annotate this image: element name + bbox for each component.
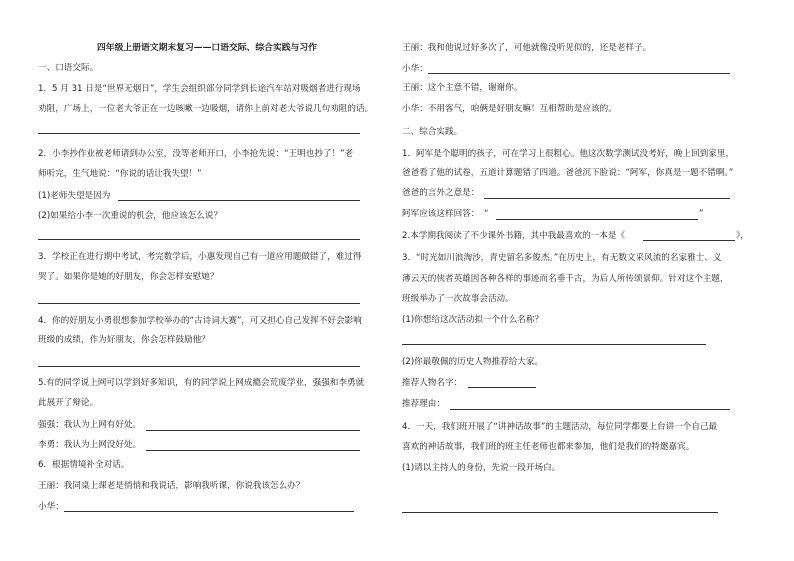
q1-answer-line[interactable]	[38, 133, 360, 134]
q4-answer-line[interactable]	[38, 366, 360, 367]
q2-line1: 2．小李抄作业被老师请到办公室，没等老师开口，小李抢先说：“王明也抄了！”老	[38, 149, 354, 159]
q5-line1: 5.有的同学说上网可以学到好多知识，有的同学说上网成瘾会荒废学业，强强和李勇就	[38, 378, 365, 388]
q6-xiao1-answer-line[interactable]	[64, 511, 354, 512]
p3-sub1-answer-line[interactable]	[402, 344, 706, 345]
p3-sub1: (1)你想给这次活动拟一个什么名称？	[402, 315, 544, 325]
p4-line1: 4．一天，我们班开展了“讲神话故事”的主题活动，每位同学都要上台讲一个自己最	[402, 422, 718, 432]
q6-xiao3: 小华：不用客气，咱俩是好朋友嘛！互相帮助是应该的。	[402, 104, 617, 114]
p1-meaning-answer-line[interactable]	[484, 198, 730, 199]
q6-heading: 6．根据情境补全对话。	[38, 460, 130, 470]
p1-line2: 爸爸看了他的试卷，五道计算题错了四道。爸爸沉下脸说：“阿军，你真是一题不错啊。”	[402, 168, 734, 178]
q5-qiang: 强强：我认为上网有好处。	[38, 420, 142, 430]
q6-xiao2-answer-line[interactable]	[428, 73, 730, 74]
q5-line2: 此展开了辩论。	[38, 398, 99, 408]
p1-line1: 1．阿军是个聪明的孩子，可在学习上很粗心。他这次数学测试没考好，晚上回到家里，	[402, 149, 735, 159]
p3-name-answer-line[interactable]	[468, 387, 536, 388]
page-title: 四年级上册语文期末复习——口语交际、综合实践与习作	[97, 43, 317, 53]
q6-wang1: 王丽：我同桌上课老是悄悄和我说话，影响我听课，你说我该怎么办？	[38, 481, 305, 491]
p4-sub1: (1)请以主持人的身份，先说一段开场白。	[402, 463, 561, 473]
p3-line3: 班级举办了一次故事会活动。	[402, 294, 514, 304]
q6-xiao2: 小华：	[402, 64, 428, 74]
q4-line1: 4．你的好朋友小勇很想参加学校举办的“古诗词大赛”，可又担心自己发挥不好会影响	[38, 316, 362, 326]
p3-reason-answer-line[interactable]	[450, 409, 730, 410]
q2-sub2: (2)如果给小李一次重说的机会，他应该怎么说？	[38, 211, 223, 221]
p1-meaning-label: 爸爸的言外之意是：	[402, 188, 480, 198]
p2-close: 》，	[736, 231, 749, 241]
q5-qiang-answer-line[interactable]	[146, 430, 360, 431]
p3-sub2: (2)你最敬佩的历史人物推荐给大家。	[402, 357, 544, 367]
p4-sub1-answer-line[interactable]	[402, 512, 718, 513]
p3-line1: 3．“时光如川浪淘沙，青史留名多俊杰。”在历史上，有无数文采风流的名家雅士、义	[402, 253, 722, 263]
p2-book-answer-line[interactable]	[643, 240, 735, 241]
q3-line2: 哭了。如果你是她的好朋友，你会怎样安慰她？	[38, 272, 219, 282]
q5-li: 李勇：我认为上网没好处。	[38, 440, 142, 450]
p2-line: 2.本学期我阅读了不少课外书籍，其中我最喜欢的一本是《	[402, 231, 626, 241]
q6-wang3: 王丽：这个主意不错，谢谢你。	[402, 83, 523, 93]
section-heading-oral: 一、口语交际。	[38, 63, 99, 73]
q3-answer-line[interactable]	[38, 303, 360, 304]
section-heading-practice: 二、综合实践。	[402, 127, 463, 137]
q2-sub1: (1)老师失望是因为	[38, 191, 111, 201]
p3-reason-label: 推荐理由：	[402, 399, 445, 409]
p3-name-label: 推荐人物名字：	[402, 378, 463, 388]
p4-line2: 喜欢的神话故事，我们班的班主任老师也都来参加，他们是我们的特邀嘉宾。	[402, 442, 695, 452]
q3-line1: 3．学校正在进行期中考试，考完数学后，小惠发现自己有一道应用题做错了，难过得	[38, 252, 362, 262]
p1-reply-answer-line[interactable]	[496, 219, 698, 220]
q2-line2: 师听完，生气地说：“你说的话让我失望！”	[38, 169, 202, 179]
p3-line2: 薄云天的侠者英雄因各种各样的事迹而名垂千古，为后人所传颂景仰。针对这个主题，	[402, 274, 729, 284]
q5-li-answer-line[interactable]	[146, 450, 360, 451]
q1-line1: 1．5 月 31 日是“世界无烟日”，学生会组织部分同学到长途汽车站对吸烟者进行现场	[38, 84, 361, 94]
q6-wang2: 王丽：我和他说过好多次了，可他就像没听见似的，还是老样子。	[402, 43, 652, 53]
q6-xiao1: 小华：	[38, 502, 64, 512]
q2-sub2-answer-line[interactable]	[38, 239, 360, 240]
p1-quote-open: “	[484, 209, 489, 219]
q1-line2: 劝阻，广场上，一位老大爷正在一边咳嗽一边吸烟，请你上前对老大爷说几句劝阻的话。	[38, 104, 374, 114]
q2-sub1-answer-line[interactable]	[118, 200, 360, 201]
p1-reply-label: 阿军应该这样回答：	[402, 209, 480, 219]
p1-quote-close: ”	[699, 209, 704, 219]
q4-line2: 班级的成绩，作为好朋友，你会怎样鼓励他？	[38, 335, 210, 345]
